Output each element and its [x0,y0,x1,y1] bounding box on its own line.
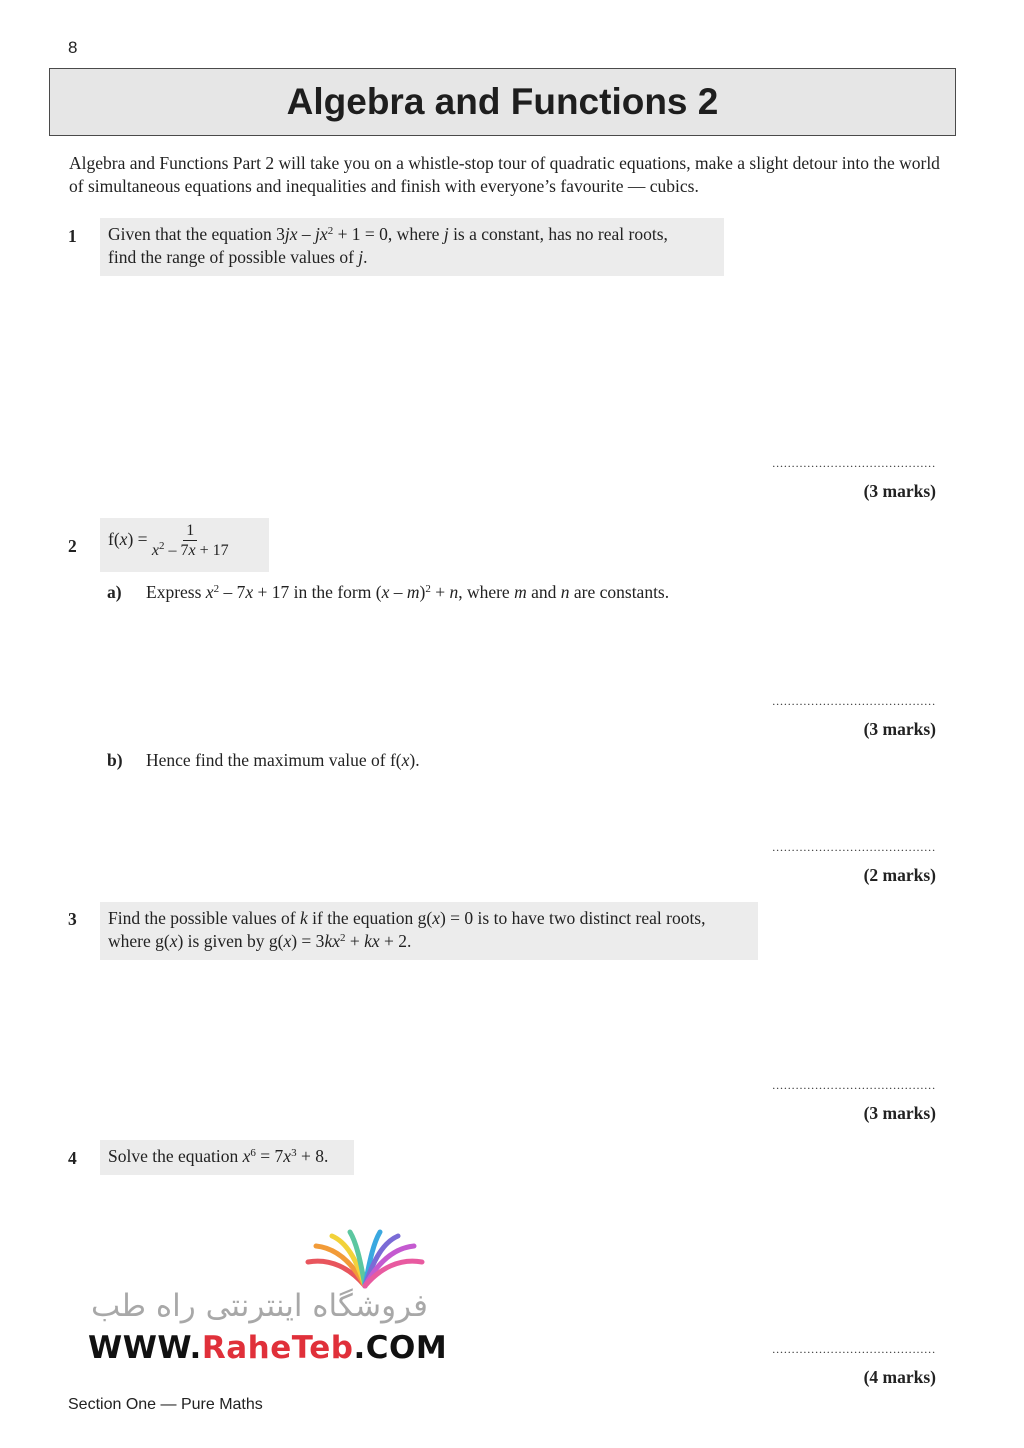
question-1-box [100,218,724,276]
question-3-line-2: where g(x) is given by $g(x) = 3kx^2$ + kx + 2. [108,931,412,951]
answer-line-q2b[interactable]: .......................................... [772,840,936,854]
watermark-persian-text: فروشگاه اینترنتی راه طب [90,1288,428,1324]
question-3-box [100,902,758,960]
part-b-text: Hence find the maximum value of f(x). [146,750,420,770]
title-banner [49,68,956,136]
marks-q3: (3 marks) [863,1103,936,1123]
answer-line-q1[interactable]: .......................................... [772,456,936,470]
page-number: 8 [68,38,78,57]
question-4-number: 4 [68,1148,77,1168]
part-a-text: Express $x^2 - 7x + 17$ in the form (x – m)$^2$ + n, where m and n are constants. [146,582,670,602]
intro-paragraph: Algebra and Functions Part 2 will take you on a whistle-stop tour of quadratic equations, make a slight detour into the world of simultaneous equations and inequalities and finish with everyone’s favourite — cubics. [69,153,940,196]
question-3-line-1: Find the possible values of k if the equation g(x) = 0 is to have two distinct real roots, [108,908,706,928]
book-logo-icon [300,1228,430,1290]
watermark-url: WWW.RaheTeb.COM [88,1330,448,1366]
marks-q2b: (2 marks) [863,865,936,885]
question-2-box [100,518,269,572]
question-1-number: 1 [68,226,77,246]
page-title: Algebra and Functions 2 [286,81,719,122]
fraction-denominator: $x^2 - 7x + 17$ [151,540,229,559]
marks-q1: (3 marks) [863,481,936,501]
question-2-number: 2 [68,536,77,556]
question-4-box: Solve the equation $x^6 = 7x^3 + 8$. [100,1140,354,1175]
fraction-numerator: 1 [183,521,197,541]
marks-q2a: (3 marks) [863,719,936,739]
question-1-line-1: Given that the equation $3jx - jx^2 + 1 = 0$, where j is a constant, has no real roots, [108,224,668,244]
function-fraction [152,521,229,561]
part-a-label: a) [107,582,122,602]
part-b-label: b) [107,750,123,770]
function-label: f(x) = [108,529,148,550]
question-1-line-2: find the range of possible values of j. [108,247,368,267]
answer-line-q3[interactable]: .......................................... [772,1078,936,1092]
marks-q4: (4 marks) [863,1367,936,1387]
answer-line-q2a[interactable]: .......................................... [772,694,936,708]
footer-section-label: Section One — Pure Maths [68,1396,263,1413]
question-3-number: 3 [68,909,77,929]
answer-line-q4[interactable]: .......................................... [772,1342,936,1356]
